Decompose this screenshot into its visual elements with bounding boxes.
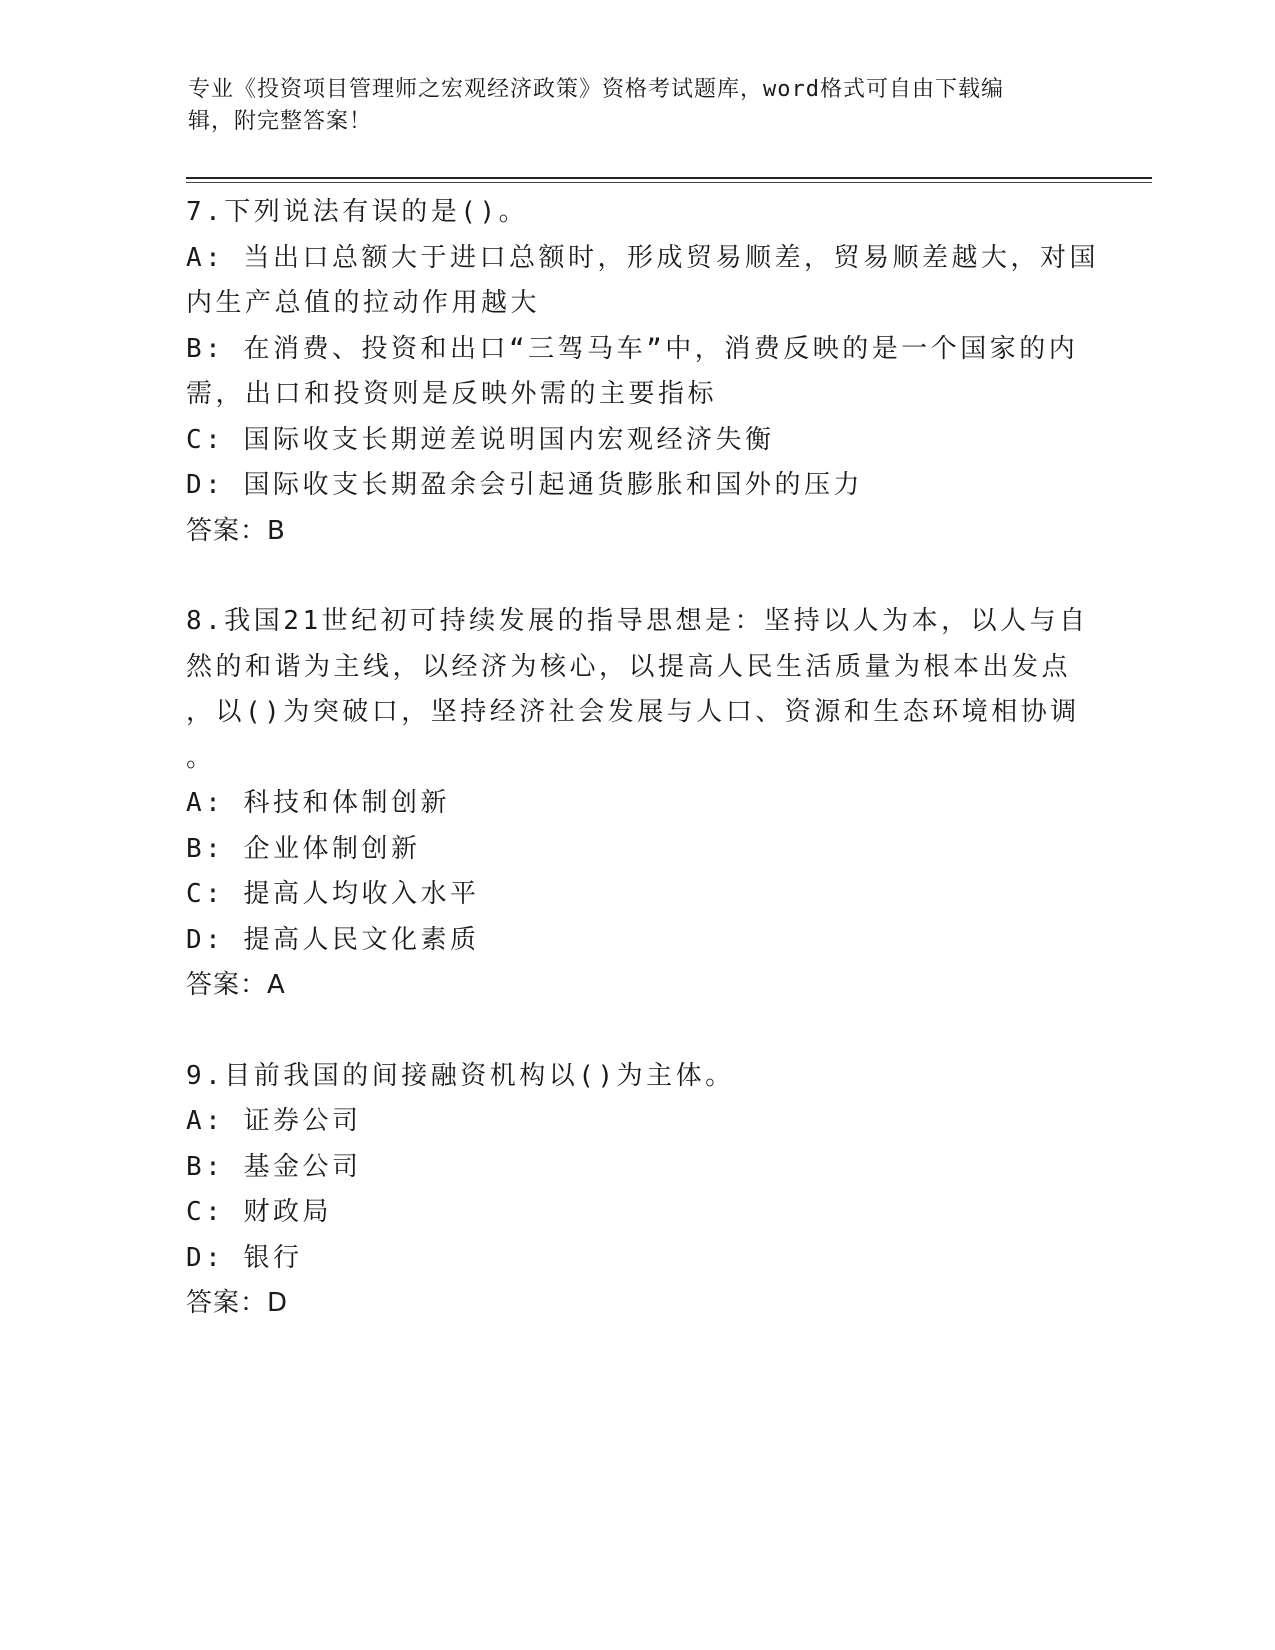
question-9 bbox=[186, 1054, 1086, 1327]
header-divider-thick bbox=[186, 177, 1152, 179]
option-line: D: 银行 bbox=[186, 1242, 303, 1273]
question-stem: ，以()为突破口，坚持经济社会发展与人口、资源和生态环境相协调 bbox=[186, 697, 1080, 727]
question-stem: 8.我国21世纪初可持续发展的指导思想是：坚持以人为本，以人与自 bbox=[186, 606, 1089, 636]
option-line: A: 科技和体制创新 bbox=[186, 788, 450, 818]
header-line-2: 辑，附完整答案！ bbox=[188, 109, 373, 134]
question-stem: 7.下列说法有误的是()。 bbox=[186, 197, 529, 227]
spacer bbox=[186, 554, 1086, 599]
question-list bbox=[186, 190, 1099, 1327]
answer-label: 答案：B bbox=[186, 515, 286, 546]
option-line: D: 提高人民文化素质 bbox=[186, 924, 480, 955]
answer-label: 答案：A bbox=[186, 970, 286, 1000]
question-7 bbox=[186, 190, 1099, 554]
option-line: 内生产总值的拉动作用越大 bbox=[186, 288, 541, 318]
header-divider-thin bbox=[186, 182, 1152, 183]
question-stem: 然的和谐为主线，以经济为核心，以提高人民生活质量为根本出发点 bbox=[186, 651, 1072, 682]
document-header bbox=[188, 74, 1068, 138]
option-line: B: 企业体制创新 bbox=[186, 833, 421, 864]
option-line: 需，出口和投资则是反映外需的主要指标 bbox=[186, 379, 718, 409]
option-line: C: 国际收支长期逆差说明国内宏观经济失衡 bbox=[186, 424, 775, 455]
option-line: B: 在消费、投资和出口“三驾马车”中，消费反映的是一个国家的内 bbox=[186, 333, 1079, 364]
option-line: D: 国际收支长期盈余会引起通货膨胀和国外的压力 bbox=[186, 470, 863, 500]
option-line: C: 财政局 bbox=[186, 1197, 332, 1227]
answer-label: 答案：D bbox=[186, 1288, 289, 1318]
header-line-1: 专业《投资项目管理师之宏观经济政策》资格考试题库，word格式可自由下载编 bbox=[188, 77, 1004, 102]
question-stem: 。 bbox=[186, 742, 216, 773]
option-line: B: 基金公司 bbox=[186, 1151, 362, 1182]
spacer bbox=[186, 1009, 1086, 1054]
option-line: A: 当出口总额大于进口总额时，形成贸易顺差，贸易顺差越大，对国 bbox=[186, 242, 1099, 273]
question-8 bbox=[186, 599, 1089, 1009]
question-stem: 9.目前我国的间接融资机构以()为主体。 bbox=[186, 1060, 735, 1091]
option-line: A: 证券公司 bbox=[186, 1106, 362, 1136]
option-line: C: 提高人均收入水平 bbox=[186, 879, 480, 909]
